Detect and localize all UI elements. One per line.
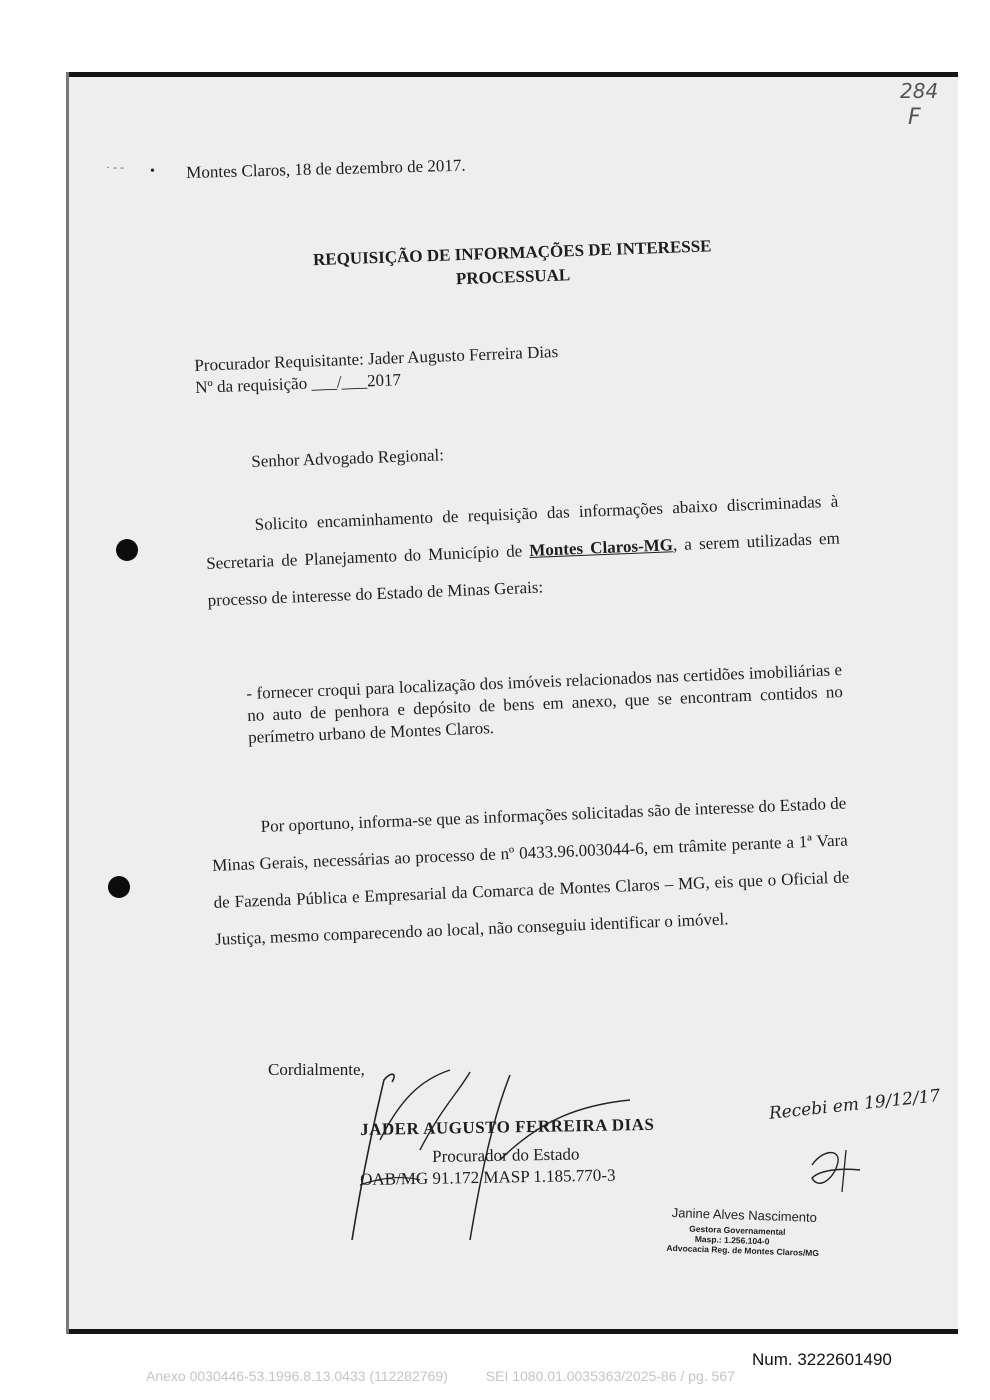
signatory-role: Procurador do Estado	[432, 1144, 580, 1166]
requester-name: Procurador Requisitante: Jader Augusto Ferreira Dias	[194, 342, 559, 375]
signatory-name: JADER AUGUSTO FERREIRA DIAS	[360, 1114, 655, 1139]
sheet-letter: F	[908, 105, 921, 130]
paragraph1-text-end: , a serem utilizadas em processo de interesse do Estado de Minas Gerais:	[207, 528, 841, 610]
requisition-number: Nº da requisição ___/___2017	[194, 370, 402, 397]
title-line-1: REQUISIÇÃO DE INFORMAÇÕES DE INTERESSE	[312, 236, 712, 270]
signatory-registration: OAB/MG 91.172 MASP 1.185.770-3	[360, 1165, 616, 1189]
municipality-highlight: Montes Claros-MG	[528, 535, 674, 560]
paragraph2-text: Por oportuno, informa-se que as informações solicitadas são de interesse do Estado de Minas Gerais, necessárias ao processo de nº 0433.96.003044-6, em trâmite perante a 1ª Vara de Fazenda Pública e Empresarial da Comarca de Montes Claros – MG, eis que o Oficial de Justiça, mesmo comparecendo ao local, não conseguiu identificar o imóvel.	[211, 793, 850, 949]
scan-mark: •	[150, 164, 155, 179]
receipt-handwriting: Recebi em 19/12/17	[768, 1086, 942, 1124]
stamp-name: Janine Alves Nascimento	[671, 1205, 818, 1226]
footer-annex: Anexo 0030446-53.1996.8.13.0433 (112282769)	[146, 1368, 448, 1384]
footer-sei: SEI 1080.01.0035363/2025-86 / pg. 567	[485, 1368, 735, 1384]
place-date: Montes Claros, 18 de dezembro de 2017.	[186, 155, 466, 182]
document-number: Num. 3222601490	[752, 1350, 892, 1369]
salutation: Senhor Advogado Regional:	[251, 445, 445, 471]
sheet-number: 284	[900, 79, 939, 103]
paragraph1-text: Solicito encaminhamento de requisição das informações abaixo discriminadas à Secretaria de Planejamento do Município de	[205, 491, 839, 573]
stamp-office: Advocacia Reg. de Montes Claros/MG	[666, 1242, 820, 1259]
stamp-masp: Masp.: 1.256.104-0	[694, 1233, 770, 1247]
footer-watermark	[146, 1368, 735, 1384]
stamp-role: Gestora Governamental	[689, 1223, 786, 1237]
closing: Cordialmente,	[268, 1060, 365, 1079]
receipt-stamp	[666, 1205, 820, 1259]
title-line-2: PROCESSUAL	[455, 265, 571, 289]
request-list-item: - fornecer croqui para localização dos imóveis relacionados nas certidões imobiliárias e no auto de penhora e depósito de bens em anexo, que se encontram contidos no perímetro urbano de Montes Claros.	[246, 660, 844, 747]
scan-specks: · - -	[106, 160, 124, 174]
